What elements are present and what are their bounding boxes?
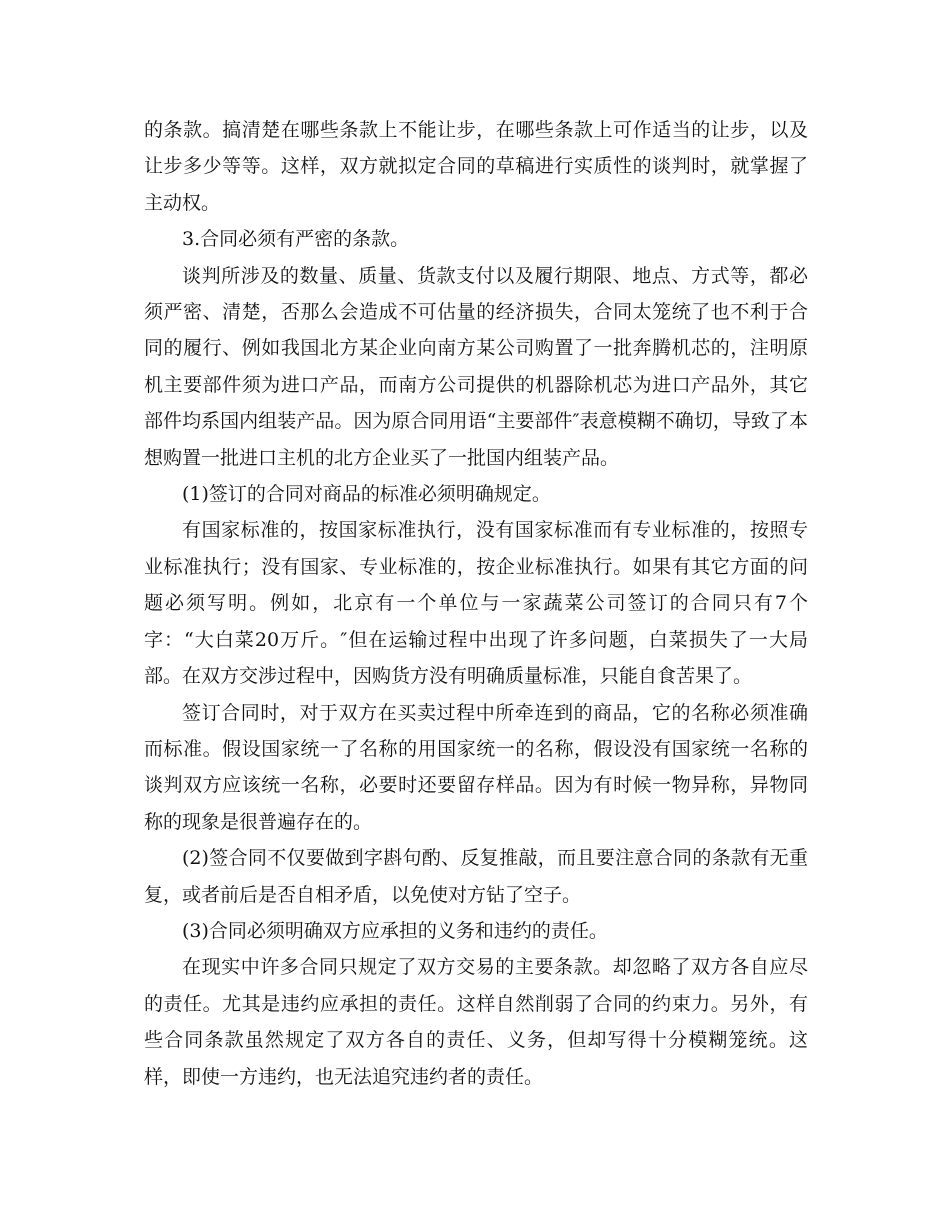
paragraph: 有国家标准的，按国家标准执行，没有国家标准而有专业标准的，按照专业标准执行；没有国家、专业标准的，按企业标准执行。如果有其它方面的问题必须写明。例如，北京有一个单位与一家蔬菜公司签订的合同只有7个字：“大白菜20万斤。″但在运输过程中出现了许多问题，白菜损失了一大局部。在双方交涉过程中，因购货方没有明确质量标准，只能自食苦果了。 — [144, 519, 808, 688]
paragraph: 签订合同时，对于双方在买卖过程中所牵连到的商品，它的名称必须准确而标准。假设国家统一了名称的用国家统一的名称，假设没有国家统一名称的谈判双方应该统一名称，必要时还要留存样品。因为有时候一物异称，异物同称的现象是很普遍存在的。 — [144, 701, 808, 833]
subsection-heading: (3)合同必须明确双方应承担的义务和违约的责任。 — [182, 919, 608, 942]
section-heading: 3.合同必须有严密的条款。 — [182, 228, 410, 251]
subsection-heading: (1)签订的合同对商品的标准必须明确规定。 — [182, 483, 551, 506]
subsection-heading: (2)签合同不仅要做到字斟句酌、反复推敲，而且要注意合同的条款有无重复，或者前后是否自相矛盾，以免使对方钻了空子。 — [144, 847, 808, 906]
paragraph: 在现实中许多合同只规定了双方交易的主要条款。却忽略了双方各自应尽的责任。尤其是违约应承担的责任。这样自然削弱了合同的约束力。另外，有些合同条款虽然规定了双方各自的责任、义务，但却写得十分模糊笼统。这样，即使一方违约，也无法追究违约者的责任。 — [144, 956, 808, 1088]
document-body — [144, 112, 808, 1095]
paragraph: 谈判所涉及的数量、质量、货款支付以及履行期限、地点、方式等，都必须严密、清楚，否那么会造成不可估量的经济损失，合同太笼统了也不利于合同的履行、例如我国北方某企业向南方某公司购置了一批奔腾机芯的，注明原机主要部件须为进口产品，而南方公司提供的机器除机芯为进口产品外，其它部件均系国内组装产品。因为原合同用语“主要部件″表意模糊不确切，导致了本想购置一批进口主机的北方企业买了一批国内组装产品。 — [144, 264, 808, 469]
paragraph: 的条款。搞清楚在哪些条款上不能让步，在哪些条款上可作适当的让步，以及让步多少等等。这样，双方就拟定合同的草稿进行实质性的谈判时，就掌握了主动权。 — [144, 119, 808, 214]
